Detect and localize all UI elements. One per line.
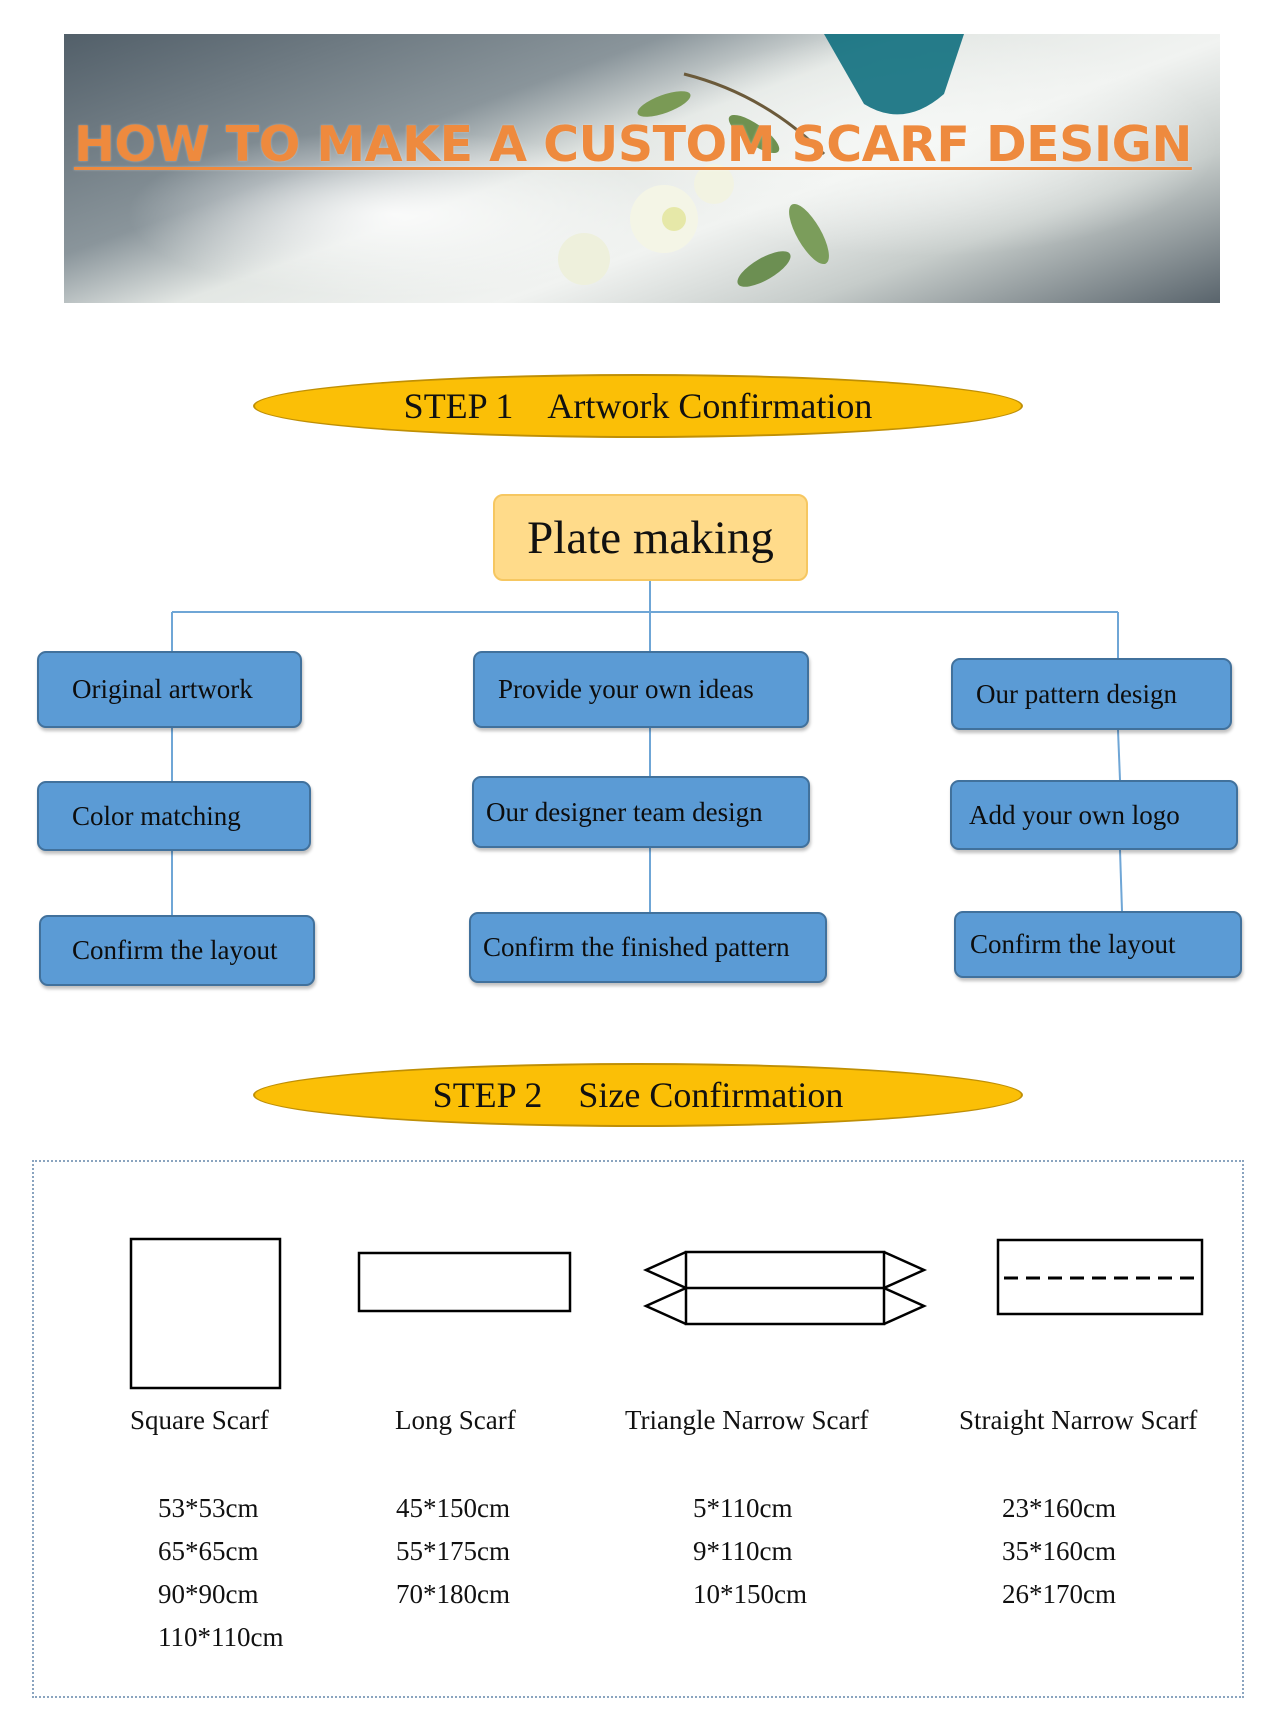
step1-banner: STEP 1 Artwork Confirmation: [253, 374, 1023, 438]
size-item: 26*170cm: [1002, 1579, 1116, 1609]
node-add-own-logo: Add your own logo: [950, 780, 1238, 850]
banner-title: HOW TO MAKE A CUSTOM SCARF DESIGN: [74, 116, 1192, 173]
size-item: 110*110cm: [158, 1622, 284, 1652]
triangle-narrow-scarf-sizes: [693, 1487, 807, 1616]
triangle-narrow-scarf-shape: [646, 1252, 924, 1324]
size-item: 65*65cm: [158, 1536, 259, 1566]
triangle-narrow-scarf-label: Triangle Narrow Scarf: [625, 1405, 869, 1435]
size-item: 70*180cm: [396, 1579, 510, 1609]
node-provide-own-ideas: Provide your own ideas: [473, 651, 809, 728]
straight-narrow-scarf-shape: [998, 1240, 1202, 1314]
long-scarf-label: Long Scarf: [395, 1405, 516, 1435]
size-item: 9*110cm: [693, 1536, 793, 1566]
size-item: 90*90cm: [158, 1579, 259, 1609]
plate-making-box: Plate making: [493, 494, 808, 581]
size-item: 5*110cm: [693, 1493, 793, 1523]
node-original-artwork: Original artwork: [37, 651, 302, 728]
size-item: 53*53cm: [158, 1493, 259, 1523]
square-scarf-label: Square Scarf: [130, 1405, 269, 1435]
node-designer-team-design: Our designer team design: [472, 776, 810, 848]
size-item: 45*150cm: [396, 1493, 510, 1523]
size-item: 23*160cm: [1002, 1493, 1116, 1523]
node-confirm-layout-3: Confirm the layout: [954, 911, 1242, 978]
square-scarf-sizes: [158, 1487, 283, 1659]
node-confirm-finished-pattern: Confirm the finished pattern: [469, 912, 827, 983]
node-confirm-layout-1: Confirm the layout: [39, 915, 315, 986]
square-scarf-shape: [131, 1239, 280, 1388]
node-our-pattern-design: Our pattern design: [951, 658, 1232, 730]
size-item: 10*150cm: [693, 1579, 807, 1609]
straight-narrow-scarf-sizes: [1002, 1487, 1116, 1616]
size-item: 55*175cm: [396, 1536, 510, 1566]
long-scarf-shape: [359, 1253, 570, 1311]
node-color-matching: Color matching: [37, 781, 311, 851]
size-item: 35*160cm: [1002, 1536, 1116, 1566]
straight-narrow-scarf-label: Straight Narrow Scarf: [959, 1405, 1198, 1435]
long-scarf-sizes: [396, 1487, 510, 1616]
step2-banner: STEP 2 Size Confirmation: [253, 1063, 1023, 1127]
